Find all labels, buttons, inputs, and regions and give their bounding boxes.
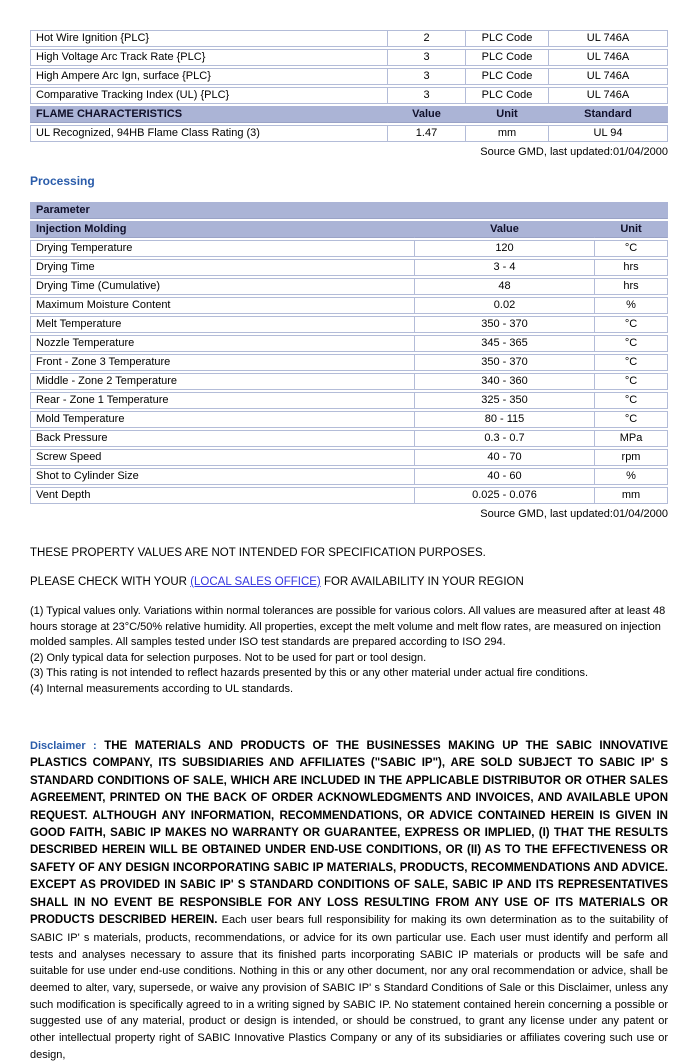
table-row xyxy=(30,30,668,47)
parameter-name: Drying Time xyxy=(30,259,415,276)
parameter-unit: °C xyxy=(595,335,668,352)
table-row xyxy=(30,411,668,428)
table-row xyxy=(30,49,668,66)
parameter-name: Nozzle Temperature xyxy=(30,335,415,352)
parameter-name: Melt Temperature xyxy=(30,316,415,333)
property-name: Hot Wire Ignition {PLC} xyxy=(30,30,388,47)
parameter-name: Rear - Zone 1 Temperature xyxy=(30,392,415,409)
parameter-unit: hrs xyxy=(595,259,668,276)
property-unit: PLC Code xyxy=(466,87,549,104)
parameter-unit: °C xyxy=(595,373,668,390)
table-row xyxy=(30,354,668,371)
property-value: 3 xyxy=(388,87,466,104)
section-header-flame-characteristics: FLAME CHARACTERISTICS xyxy=(30,106,388,123)
parameter-value: 0.025 - 0.076 xyxy=(415,487,595,504)
parameter-value: 340 - 360 xyxy=(415,373,595,390)
table-row xyxy=(30,87,668,104)
sales-office-notice-suffix: FOR AVAILABILITY IN YOUR REGION xyxy=(320,576,524,588)
column-header-value: Value xyxy=(415,221,595,238)
source-note: Source GMD, last updated:01/04/2000 xyxy=(480,508,668,520)
parameter-value: 3 - 4 xyxy=(415,259,595,276)
parameter-name: Middle - Zone 2 Temperature xyxy=(30,373,415,390)
parameter-unit: °C xyxy=(595,392,668,409)
parameter-unit: °C xyxy=(595,411,668,428)
parameter-value: 0.3 - 0.7 xyxy=(415,430,595,447)
parameter-value: 48 xyxy=(415,278,595,295)
table-row xyxy=(30,240,668,257)
parameter-value: 325 - 350 xyxy=(415,392,595,409)
footnote-2: (2) Only typical data for selection purposes. Not to be used for part or tool design. xyxy=(30,651,427,664)
property-value: 3 xyxy=(388,68,466,85)
footnote-3: (3) This rating is not intended to reflect hazards presented by this or any other material under actual fire conditions. xyxy=(30,667,589,680)
property-name: Comparative Tracking Index (UL) {PLC} xyxy=(30,87,388,104)
table-row xyxy=(30,316,668,333)
parameter-unit: rpm xyxy=(595,449,668,466)
local-sales-office-link[interactable]: (LOCAL SALES OFFICE) xyxy=(190,576,321,588)
table-row xyxy=(30,430,668,447)
footnote-4: (4) Internal measurements according to UL standards. xyxy=(30,683,294,696)
table-row xyxy=(30,392,668,409)
parameter-unit: % xyxy=(595,468,668,485)
processing-table xyxy=(30,200,668,506)
table-row xyxy=(30,68,668,85)
property-value: 1.47 xyxy=(388,125,466,142)
table-row xyxy=(30,335,668,352)
parameter-unit: °C xyxy=(595,240,668,257)
source-note: Source GMD, last updated:01/04/2000 xyxy=(480,146,668,158)
parameter-unit: mm xyxy=(595,487,668,504)
parameter-value: 120 xyxy=(415,240,595,257)
parameter-value: 40 - 60 xyxy=(415,468,595,485)
parameter-name: Maximum Moisture Content xyxy=(30,297,415,314)
parameter-unit: % xyxy=(595,297,668,314)
footnote-1: (1) Typical values only. Variations within normal tolerances are possible for various colors. All values are measured after at least 48 hours storage at 23°C/50% relative humidity. All properties, except the melt volume and melt flow rates, are measured on injection molded samples. All samples tested under ISO test standards are prepared according to ISO 294. xyxy=(30,605,666,649)
table-row xyxy=(30,259,668,276)
column-header-unit: Unit xyxy=(595,221,668,238)
parameter-unit: MPa xyxy=(595,430,668,447)
parameter-unit: °C xyxy=(595,316,668,333)
footnotes xyxy=(30,604,668,698)
table-row xyxy=(30,278,668,295)
property-standard: UL 746A xyxy=(549,49,668,66)
property-standard: UL 746A xyxy=(549,30,668,47)
property-name: High Ampere Arc Ign, surface {PLC} xyxy=(30,68,388,85)
column-header-value: Value xyxy=(388,106,466,123)
property-unit: PLC Code xyxy=(466,68,549,85)
flame-characteristics-table xyxy=(30,28,668,144)
table-header-row xyxy=(30,221,668,238)
parameter-unit: °C xyxy=(595,354,668,371)
table-row xyxy=(30,487,668,504)
specification-notice: THESE PROPERTY VALUES ARE NOT INTENDED FOR SPECIFICATION PURPOSES. xyxy=(30,547,486,559)
property-unit: mm xyxy=(466,125,549,142)
parameter-name: Vent Depth xyxy=(30,487,415,504)
disclaimer-paragraph xyxy=(30,738,668,1064)
table-row xyxy=(30,297,668,314)
property-value: 3 xyxy=(388,49,466,66)
parameter-name: Front - Zone 3 Temperature xyxy=(30,354,415,371)
parameter-name: Screw Speed xyxy=(30,449,415,466)
property-name: UL Recognized, 94HB Flame Class Rating (3) xyxy=(30,125,388,142)
table-row xyxy=(30,449,668,466)
property-name: High Voltage Arc Track Rate {PLC} xyxy=(30,49,388,66)
property-standard: UL 746A xyxy=(549,87,668,104)
table-group-header-row xyxy=(30,202,668,219)
parameter-value: 40 - 70 xyxy=(415,449,595,466)
parameter-value: 80 - 115 xyxy=(415,411,595,428)
sales-office-notice xyxy=(30,576,668,588)
parameter-value: 345 - 365 xyxy=(415,335,595,352)
table-row xyxy=(30,468,668,485)
parameter-value: 0.02 xyxy=(415,297,595,314)
property-standard: UL 94 xyxy=(549,125,668,142)
table-header-row xyxy=(30,106,668,123)
parameter-unit: hrs xyxy=(595,278,668,295)
column-header-injection-molding: Injection Molding xyxy=(30,221,415,238)
sales-office-notice-prefix: PLEASE CHECK WITH YOUR xyxy=(30,576,191,588)
property-standard: UL 746A xyxy=(549,68,668,85)
parameter-name: Drying Temperature xyxy=(30,240,415,257)
parameter-name: Back Pressure xyxy=(30,430,415,447)
property-value: 2 xyxy=(388,30,466,47)
column-header-unit: Unit xyxy=(466,106,549,123)
disclaimer-bold-text: THE MATERIALS AND PRODUCTS OF THE BUSINESSES MAKING UP THE SABIC INNOVATIVE PLASTICS COMPANY, ITS SUBSIDIARIES AND AFFILIATES ("SABIC IP"), ARE SOLD SUBJECT TO SABIC IP' S STANDARD CONDITIONS OF SALE, WHICH ARE INCLUDED IN THE APPLICABLE DISTRIBUTOR OR OTHER SALES AGREEMENT, PRINTED ON THE BACK OF ORDER ACKNOWLEDGMENTS AND INVOICES, AND AVAILABLE UPON REQUEST. ALTHOUGH ANY INFORMATION, RECOMMENDATIONS, OR ADVICE CONTAINED HEREIN IS GIVEN IN GOOD FAITH, SABIC IP MAKES NO WARRANTY OR GUARANTEE, EXPRESS OR IMPLIED, (I) THAT THE RESULTS DESCRIBED HEREIN WILL BE OBTAINED UNDER END-USE CONDITIONS, OR (II) AS TO THE EFFECTIVENESS OR SAFETY OF ANY DESIGN INCORPORATING SABIC IP MATERIALS, PRODUCTS, RECOMMENDATIONS AND ADVICE. EXCEPT AS PROVIDED IN SABIC IP' S STANDARD CONDITIONS OF SALE, SABIC IP AND ITS REPRESENTATIVES SHALL IN NO EVENT BE RESPONSIBLE FOR ANY LOSS RESULTING FROM ANY USE OF ITS MATERIALS OR PRODUCTS DESCRIBED HEREIN. xyxy=(30,739,668,927)
property-unit: PLC Code xyxy=(466,49,549,66)
property-unit: PLC Code xyxy=(466,30,549,47)
parameter-name: Mold Temperature xyxy=(30,411,415,428)
disclaimer-label: Disclaimer : xyxy=(30,739,97,752)
parameter-name: Shot to Cylinder Size xyxy=(30,468,415,485)
parameter-value: 350 - 370 xyxy=(415,316,595,333)
group-header-parameter: Parameter xyxy=(30,202,668,219)
disclaimer-normal-text: Each user bears full responsibility for making its own determination as to the suitability of SABIC IP' s materials, products, recommendations, or advice for its own particular use. Each user must identify and perform all tests and analyses necessary to assure that its finished parts incorporating SABIC IP materials or products will be safe and suitable for use under end-use conditions. Nothing in this or any other document, nor any oral recommendation or advice, shall be deemed to alter, vary, supersede, or waive any provision of SABIC IP' s Standard Conditions of Sale or this Disclaimer, unless any such modification is specifically agreed to in a writing signed by SABIC IP. No statement contained herein concerning a possible or suggested use of any material, product or design is intended, or should be construed, to grant any license under any patent or other intellectual property right of SABIC Innovative Plastics Company or any of its subsidiaries or affiliates covering such use or design, xyxy=(30,914,668,1061)
parameter-name: Drying Time (Cumulative) xyxy=(30,278,415,295)
table-row xyxy=(30,125,668,142)
column-header-standard: Standard xyxy=(549,106,668,123)
section-heading-processing: Processing xyxy=(30,174,95,188)
parameter-value: 350 - 370 xyxy=(415,354,595,371)
table-row xyxy=(30,373,668,390)
